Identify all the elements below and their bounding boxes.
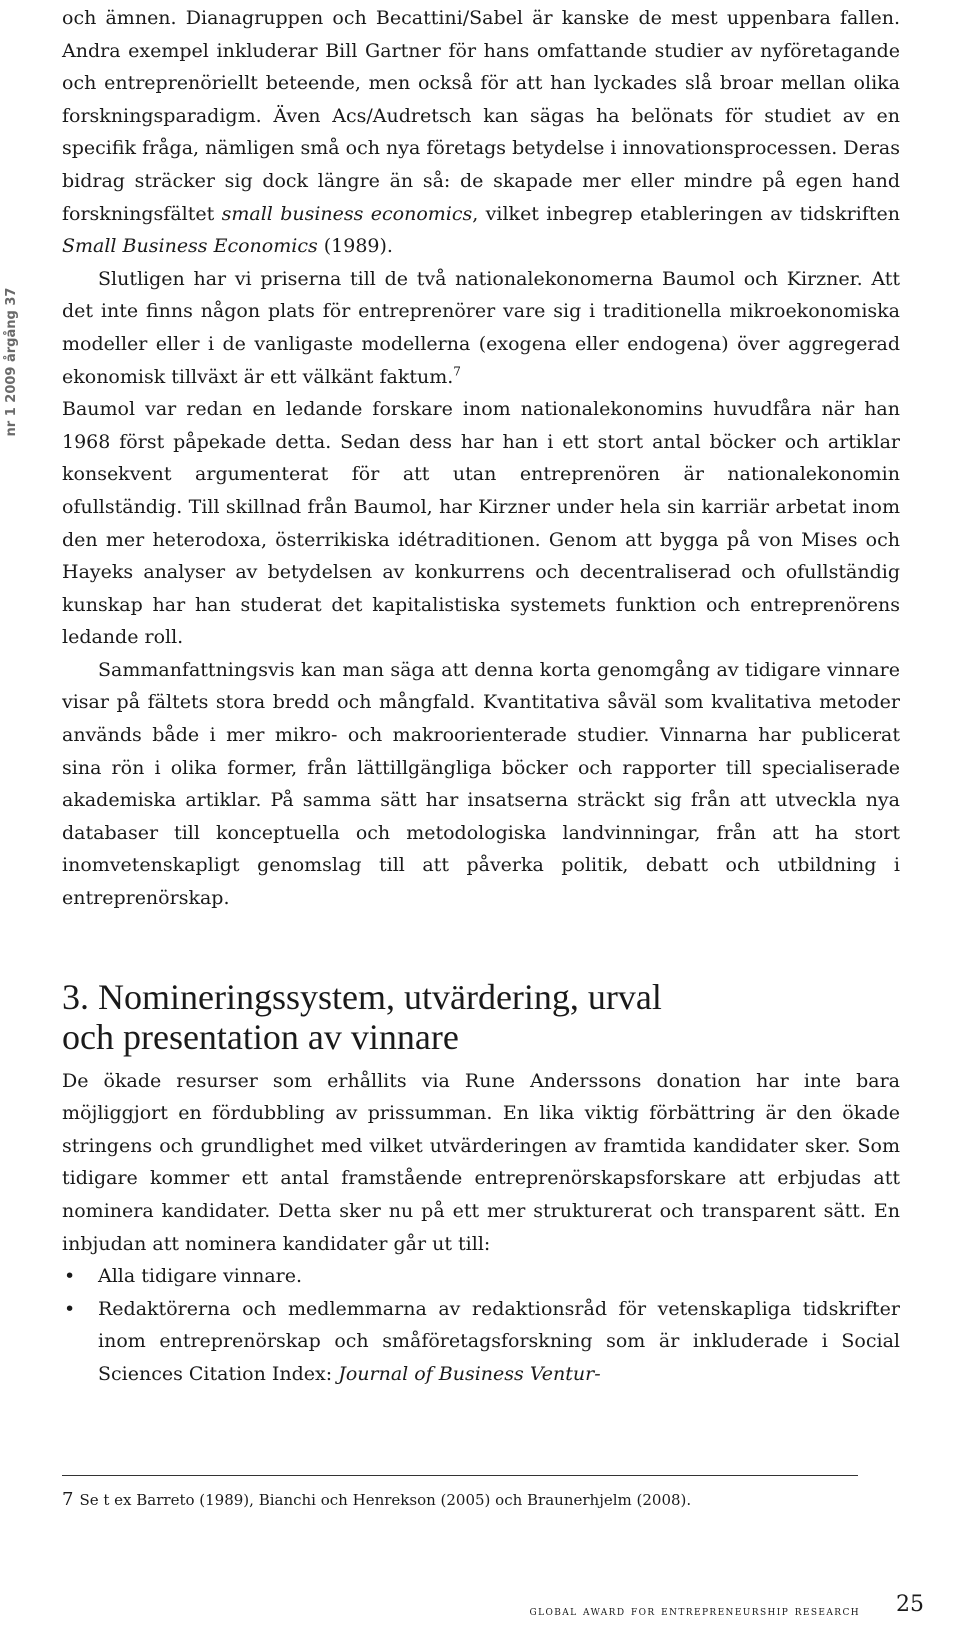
running-footer-title: global award for entrepreneurship research [529,1604,860,1619]
footnote [62,1489,898,1511]
journal-title: Journal of Business Ventur- [338,1362,601,1385]
footnote-reference: 7 [453,364,461,379]
journal-title: Small Business Economics [62,235,318,258]
volume-issue-sidebar [2,262,22,462]
page-number: 25 [896,1592,924,1617]
footnote-text: Se t ex Barreto (1989), Bianchi och Henrekson (2005) och Braunerhjelm (2008). [79,1491,692,1509]
italic-term: small business economics [221,202,473,225]
list-item-text: Redaktörerna och medlemmarna av redaktionsråd för vetenskapliga tidskrifter inom entreprenörskap och småföretagsforskning som är inkluderade i Social Sciences Citation Index: [98,1297,900,1385]
footnote-number: 7 [62,1489,74,1510]
footnote-divider [62,1475,858,1476]
paragraph-baumol-continued: Baumol var redan en ledande forskare inom nationalekonomins huvudfåra när han 1968 först påpekade detta. Sedan dess har han i ett stort antal böcker och artiklar konsekvent argumenterat för att utan entreprenören är nationalekonomin ofullständig. Till skillnad från Baumol, har Kirzner under hela sin karriär arbetat inom den mer heterodoxa, österrikiska idétraditionen. Genom att bygga på von Mises och Hayeks analyser av betydelsen av konkurrens och decentraliserad och ofullständig kunskap har han studerat det kapitalistiska systemets funktion och entreprenörens ledande roll. [62,398,900,649]
paragraph-baumol-kirzner [62,263,900,393]
paragraph-text: , vilket inbegrep etableringen av tidskriften [472,202,900,225]
volume-issue-label: nr 1 2009 årgång 37 [4,287,19,437]
list-item [62,1293,900,1391]
nominator-list [62,1260,900,1390]
paragraph-summary: Sammanfattningsvis kan man säga att denna korta genomgång av tidigare vinnare visar på fältets stora bredd och mångfald. Kvantitativa såväl som kvalitativa metoder används både i mer mikro- och makroorienterade studier. Vinnarna har publicerat sina rön i olika former, från lättillgängliga böcker och rapporter till specialiserade akademiska artiklar. På samma sätt har insatserna sträckt sig från att utveckla nya databaser till konceptuella och metodologiska landvinningar, från att ha stort inomvetenskapligt genomslag till att påverka politik, debatt och utbildning i entreprenörskap. [62,658,900,910]
section-heading-line-1: 3. Nomineringssystem, utvärdering, urval [62,976,662,1017]
main-text-column [62,0,900,1391]
paragraph-text: (1989). [317,235,393,258]
bullet-icon: • [64,1297,76,1320]
paragraph-text: Slutligen har vi priserna till de två nationalekonomerna Baumol och Kirzner. Att det inte finns någon plats för entreprenörer vare sig i traditionella mikroekonomiska modeller eller i de vanligaste modellerna (exogena eller endogena) över aggregerad ekonomisk tillväxt är ett välkänt faktum. [62,267,900,388]
paragraph-nomination: De ökade resurser som erhållits via Rune Anderssons donation har inte bara möjliggjort en fördubbling av prissumman. En lika viktig förbättring är den ökade stringens och grundlighet med vilket utvärderingen av framtida kandidater sker. Som tidigare kommer ett antal framstående entreprenörskapsforskare att erbjudas att nominera kandidater. Detta sker nu på ett mer strukturerat och transparent sätt. En inbjudan att nominera kandidater går ut till: [62,1069,900,1255]
paragraph-text: och ämnen. Dianagruppen och Becattini/Sabel är kanske de mest uppenbara fallen. Andra exempel inkluderar Bill Gartner för hans omfattande studier av nyföretagande och entreprenöriellt beteende, men också för att han lyckades slå broar mellan olika forskningsparadigm. Även Acs/Audretsch kan sägas ha belönats för studiet av en specifik fråga, nämligen små och nya företags betydelse i innovationsprocessen. Deras bidrag sträcker sig dock längre än så: de skapade mer eller mindre på egen hand forskningsfältet [62,7,900,225]
list-item-text: Alla tidigare vinnare. [98,1265,303,1288]
section-heading [62,977,900,1057]
list-item [62,1260,900,1293]
bullet-icon: • [64,1265,76,1288]
section-heading-line-2: och presentation av vinnare [62,1016,459,1057]
paragraph-previous-winners [62,2,900,263]
